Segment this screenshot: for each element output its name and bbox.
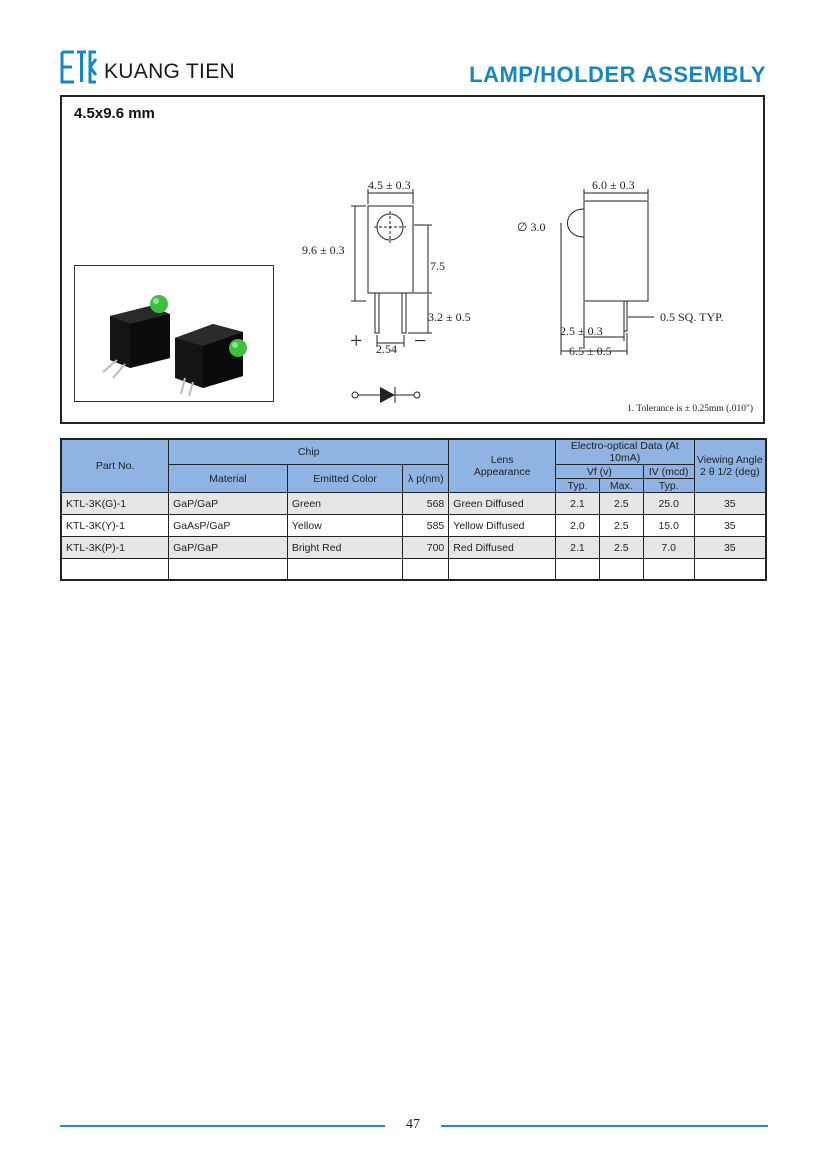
cell-vf-typ: 2.1 [556,537,600,559]
kuang-tien-logo-icon [60,49,98,85]
cell-color: Yellow [287,515,403,537]
cell-color: Bright Red [287,537,403,559]
cell-part: KTL-3K(Y)-1 [61,515,169,537]
header-material: Material [169,465,288,493]
footer-rule-left [60,1125,385,1127]
front-pitch-dim: 2.54 [376,342,397,356]
brand-name: KUANG TIEN [104,60,235,83]
cell-lambda: 568 [403,493,449,515]
cathode-minus-sign: − [414,328,427,353]
cell-vf-typ: 2.1 [556,493,600,515]
cell-part: KTL-3K(G)-1 [61,493,169,515]
side-lead-sq-dim: 0.5 SQ. TYP. [660,310,724,324]
cell-angle: 35 [694,515,766,537]
tolerance-note: 1. Tolerance is ± 0.25mm (.010") [627,404,753,414]
header-viewing-angle: Viewing Angle 2 θ 1/2 (deg) [694,439,766,493]
cell-angle: 35 [694,493,766,515]
side-lead-offset-dim: 2.5 ± 0.3 [560,324,603,338]
cell-iv-typ: 7.0 [643,537,694,559]
header-chip: Chip [169,439,449,465]
header-part-no: Part No. [61,439,169,493]
table-row [61,537,766,559]
cell-vf-max: 2.5 [599,537,643,559]
cell-part: KTL-3K(P)-1 [61,537,169,559]
header-iv-typ: Typ. [643,479,694,493]
cell-iv-typ: 25.0 [643,493,694,515]
technical-drawing [62,97,763,422]
header-lens: Lens Appearance [449,439,556,493]
cell-material: GaAsP/GaP [169,515,288,537]
cell-color: Green [287,493,403,515]
cell-vf-typ: 2.0 [556,515,600,537]
cell-lens: Green Diffused [449,493,556,515]
side-depth-dim: 6.0 ± 0.3 [592,178,635,192]
footer-rule-right [441,1125,768,1127]
side-lens-dim: ∅ 3.0 [517,220,546,234]
cell-lambda: 700 [403,537,449,559]
section-title: LAMP/HOLDER ASSEMBLY [469,62,766,87]
drawing-panel [60,95,765,424]
size-label: 4.5x9.6 mm [74,105,155,122]
front-inner-dim: 7.5 [430,259,445,273]
cell-lambda: 585 [403,515,449,537]
side-overall-dim: 6.5 ± 0.5 [569,344,612,358]
anode-plus-sign: + [350,328,363,353]
header-vf-max: Max. [599,479,643,493]
header-iv: IV (mcd) [643,465,694,479]
header-lambda: λ p(nm) [403,465,449,493]
header-vf-typ: Typ. [556,479,600,493]
front-lead-dim: 3.2 ± 0.5 [428,310,471,324]
header-emitted-color: Emitted Color [287,465,403,493]
front-width-dim: 4.5 ± 0.3 [368,178,411,192]
table-row-empty [61,559,766,581]
cell-angle: 35 [694,537,766,559]
page-number: 47 [406,1117,420,1132]
cell-material: GaP/GaP [169,537,288,559]
cell-material: GaP/GaP [169,493,288,515]
header-electro-optical: Electro-optical Data (At 10mA) [556,439,695,465]
table-row [61,493,766,515]
cell-lens: Red Diffused [449,537,556,559]
cell-iv-typ: 15.0 [643,515,694,537]
cell-vf-max: 2.5 [599,493,643,515]
spec-table [60,438,767,581]
header-vf: Vf (v) [556,465,644,479]
front-height-dim: 9.6 ± 0.3 [302,243,345,257]
cell-lens: Yellow Diffused [449,515,556,537]
table-row [61,515,766,537]
cell-vf-max: 2.5 [599,515,643,537]
